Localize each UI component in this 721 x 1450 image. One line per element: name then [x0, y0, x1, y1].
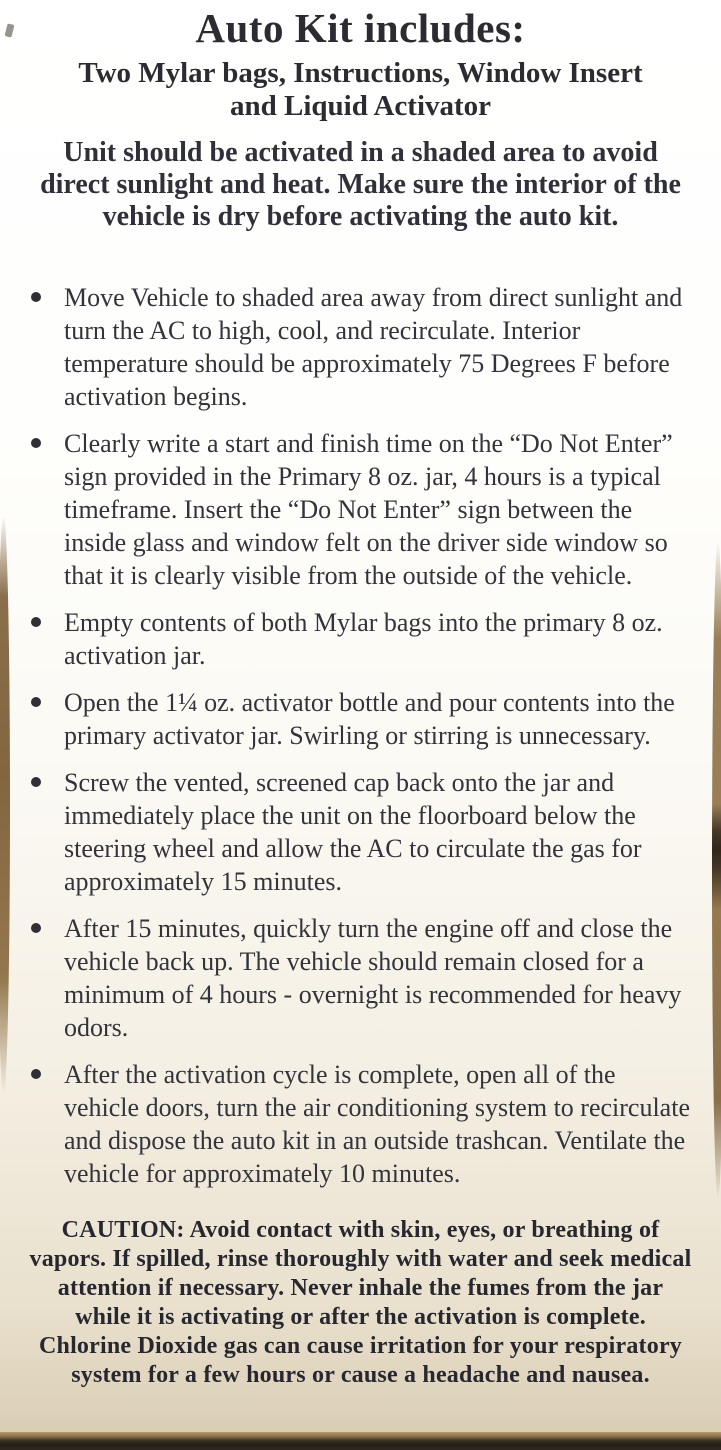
list-item: [24, 912, 695, 1044]
table-surface-band: [0, 1432, 721, 1450]
instruction-steps-list: [0, 281, 721, 1190]
caution-warning-text: CAUTION: Avoid contact with skin, eyes, or breathing of vapors. If spilled, rinse thoroughly with water and seek medical attention if necessary. Never inhale the fumes from the jar while it is activating or after the activation is complete. Chlorine Dioxide gas can cause irritation for your respiratory system for a few hours or cause a headache and nausea.: [29, 1217, 692, 1389]
page-title: Auto Kit includes:: [195, 5, 526, 51]
activation-notice: Unit should be activated in a shaded area to avoid direct sunlight and heat. Make sure the interior of the vehicle is dry before activating the auto kit.: [40, 137, 681, 233]
step-text: Clearly write a start and finish time on the “Do Not Enter” sign provided in the Primary 8 oz. jar, 4 hours is a typical timeframe. Insert the “Do Not Enter” sign between the inside glass and window felt on the driver side window so that it is clearly visible from the outside of the vehicle.: [64, 429, 673, 591]
list-item: [24, 766, 695, 898]
bullet-icon: [31, 438, 41, 448]
list-item: [24, 281, 695, 413]
list-item: [24, 427, 695, 592]
step-text: Open the 1¼ oz. activator bottle and pour contents into the primary activator jar. Swirling or stirring is unnecessary.: [64, 688, 675, 751]
list-item: [24, 1058, 695, 1190]
step-text: Move Vehicle to shaded area away from direct sunlight and turn the AC to high, cool, and recirculate. Interior temperature should be approximately 75 Degrees F before activation begins.: [64, 283, 683, 412]
bullet-icon: [31, 1069, 41, 1079]
bullet-icon: [31, 292, 41, 302]
bullet-icon: [31, 697, 41, 707]
kit-contents-subtitle: Two Mylar bags, Instructions, Window Insert and Liquid Activator: [78, 57, 643, 123]
bullet-icon: [31, 777, 41, 787]
bullet-icon: [31, 923, 41, 933]
cardboard-edge-right: [712, 540, 721, 1200]
list-item: [24, 686, 695, 752]
step-text: Screw the vented, screened cap back onto the jar and immediately place the unit on the floorboard below the steering wheel and allow the AC to circulate the gas for approximately 15 minutes.: [64, 768, 642, 897]
bullet-icon: [31, 617, 41, 627]
step-text: After the activation cycle is complete, open all of the vehicle doors, turn the air conditioning system to recirculate and dispose the auto kit in an outside trashcan. Ventilate the vehicle for approximately 10 minutes.: [64, 1060, 690, 1189]
list-item: [24, 606, 695, 672]
step-text: Empty contents of both Mylar bags into the primary 8 oz. activation jar.: [64, 608, 663, 671]
step-text: After 15 minutes, quickly turn the engine off and close the vehicle back up. The vehicle should remain closed for a minimum of 4 hours - overnight is recommended for heavy odors.: [64, 914, 682, 1043]
